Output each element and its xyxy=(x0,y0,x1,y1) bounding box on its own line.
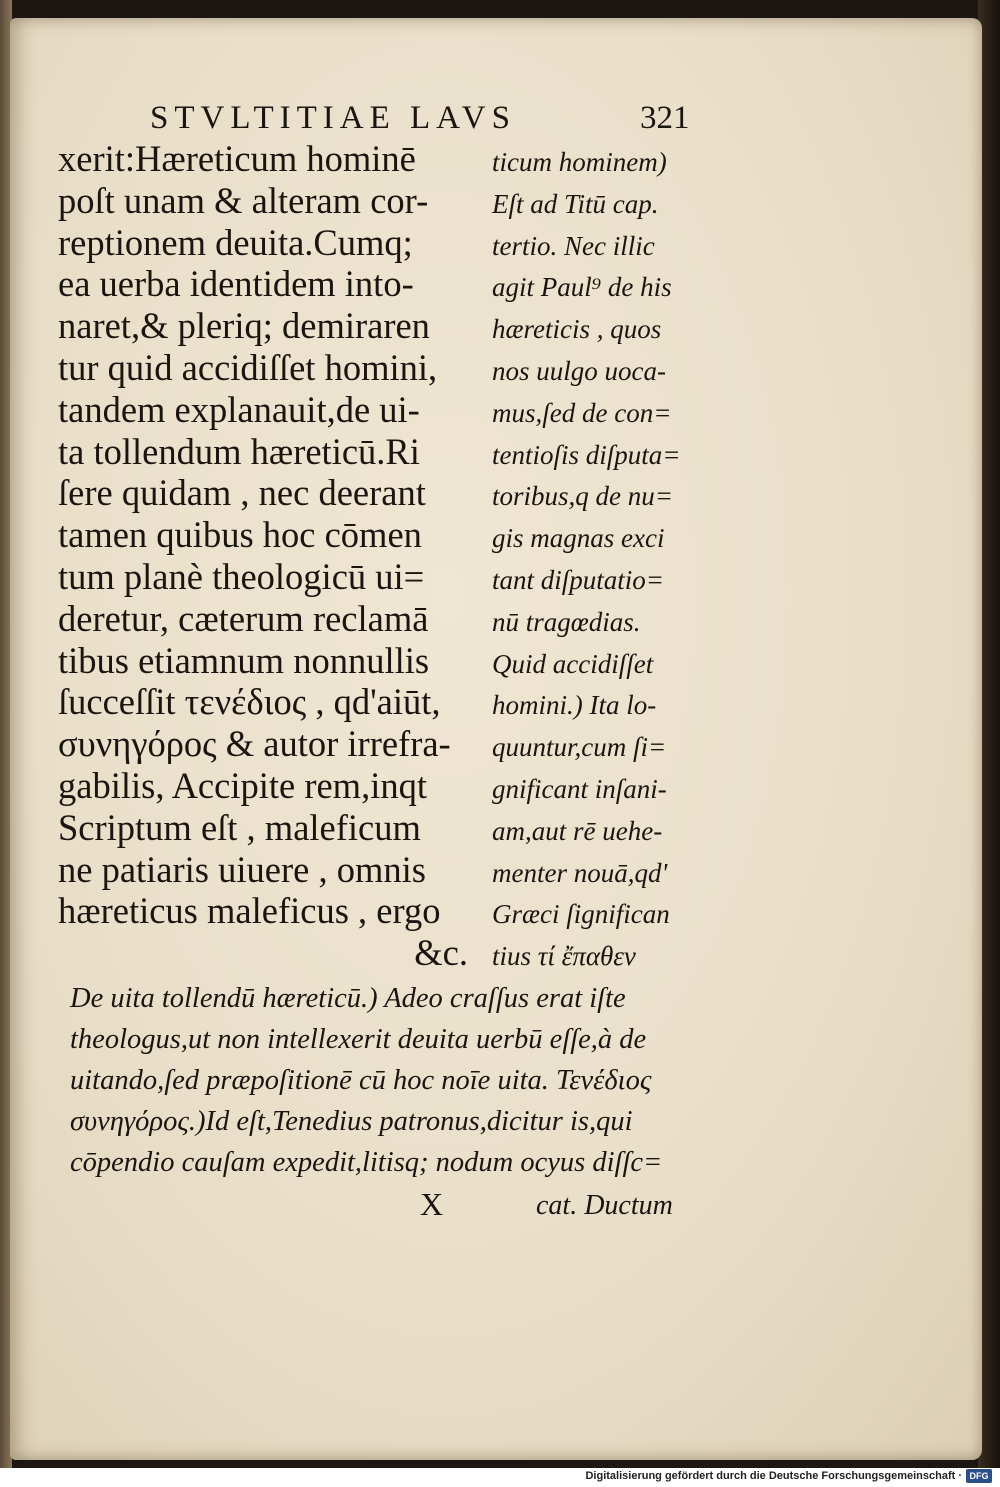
main-line: poſt unam & alteram cor- xyxy=(58,179,429,221)
main-line: ta tollendum hæreticū.Ri xyxy=(58,430,420,472)
gloss-line: homini.) Ita lo- xyxy=(492,690,657,721)
main-line: xerit:Hæreticum hominē xyxy=(58,138,416,179)
footnote-line: cōpendio cauſam expedit,litisq; nodum ocyus diſſc= xyxy=(70,1147,663,1178)
footnote-line: De uita tollendū hæreticū.) Adeo craſſus erat iſte xyxy=(70,983,626,1014)
footnote-line: theologus,ut non intellexerit deuita uerbū eſſe,à de xyxy=(70,1024,647,1055)
main-text-column xyxy=(58,138,478,974)
digitization-credit: Digitalisierung gefördert durch die Deutsche Forschungsgemeinschaft · xyxy=(585,1470,962,1482)
gloss-line: nos uulgo uoca- xyxy=(492,355,666,386)
gloss-line: nū tragœdias. xyxy=(492,606,641,637)
signature-mark: X xyxy=(420,1186,444,1222)
main-line: &c. xyxy=(414,932,468,974)
main-line: reptionem deuita.Cumq; xyxy=(58,221,413,263)
gloss-line: tius τί ἔπαθεν xyxy=(492,941,636,972)
main-line: ne patiaris uiuere , omnis xyxy=(58,848,426,890)
gloss-line: Græci ſignifican xyxy=(492,899,670,930)
running-title: STVLTITIAE LAVS xyxy=(150,100,516,136)
main-line: ea uerba identidem into- xyxy=(58,263,414,305)
main-line: tandem explanauit,de ui- xyxy=(58,388,420,430)
main-line: tur quid accidiſſet homini, xyxy=(58,346,438,388)
dfg-logo-icon[interactable]: DFG xyxy=(966,1469,992,1483)
gloss-line: am,aut rē uehe- xyxy=(492,815,663,846)
main-line: συνηγόρος & autor irrefra- xyxy=(58,723,451,765)
gloss-line: hæreticis , quos xyxy=(492,314,662,345)
main-line: tamen quibus hoc cōmen xyxy=(58,514,422,556)
footnote-line: uitando,ſed præpoſitionē cū hoc noīe uita. Τενέδιος xyxy=(70,1065,652,1096)
gloss-line: quuntur,cum ſi= xyxy=(492,732,667,763)
gloss-line: tertio. Nec illic xyxy=(492,230,655,261)
main-line: ſere quidam , nec deerant xyxy=(58,472,426,514)
gloss-line: ticum hominem) xyxy=(492,147,667,177)
main-line: ſucceſſit τενέδιος , qd'aiūt, xyxy=(58,681,441,723)
main-line: Scriptum eſt , maleficum xyxy=(58,806,421,848)
main-line: naret,& pleriq; demiraren xyxy=(58,305,430,347)
main-line: tibus etiamnum nonnullis xyxy=(58,639,430,681)
gloss-line: tant diſputatio= xyxy=(492,564,664,595)
gloss-line: agit Paul⁹ de his xyxy=(492,272,672,303)
footnote-line: συνηγόρος.)Id eſt,Tenedius patronus,dicitur is,qui xyxy=(70,1106,633,1137)
gloss-line: menter nouā,qd' xyxy=(492,857,668,888)
gloss-line: gnificant inſani- xyxy=(492,773,667,804)
page-number: 321 xyxy=(640,100,690,136)
main-line: tum planè theologicū ui= xyxy=(58,555,425,597)
marginal-gloss-column xyxy=(492,142,707,978)
footnote-block xyxy=(70,978,700,1183)
gloss-line: gis magnas exci xyxy=(492,523,665,554)
gloss-line: tentioſis diſputa= xyxy=(492,439,681,470)
gloss-line: Eſt ad Titū cap. xyxy=(492,188,659,219)
main-line: deretur, cæterum reclamā xyxy=(58,597,429,639)
catchword: cat. Ductum xyxy=(536,1190,673,1221)
main-line: hæreticus maleficus , ergo xyxy=(58,890,441,932)
gloss-line: toribus,q de nu= xyxy=(492,481,673,512)
main-line: gabilis, Accipite rem,inqt xyxy=(58,764,427,806)
gloss-line: mus,ſed de con= xyxy=(492,397,672,428)
gloss-line: Quid accidiſſet xyxy=(492,648,654,679)
